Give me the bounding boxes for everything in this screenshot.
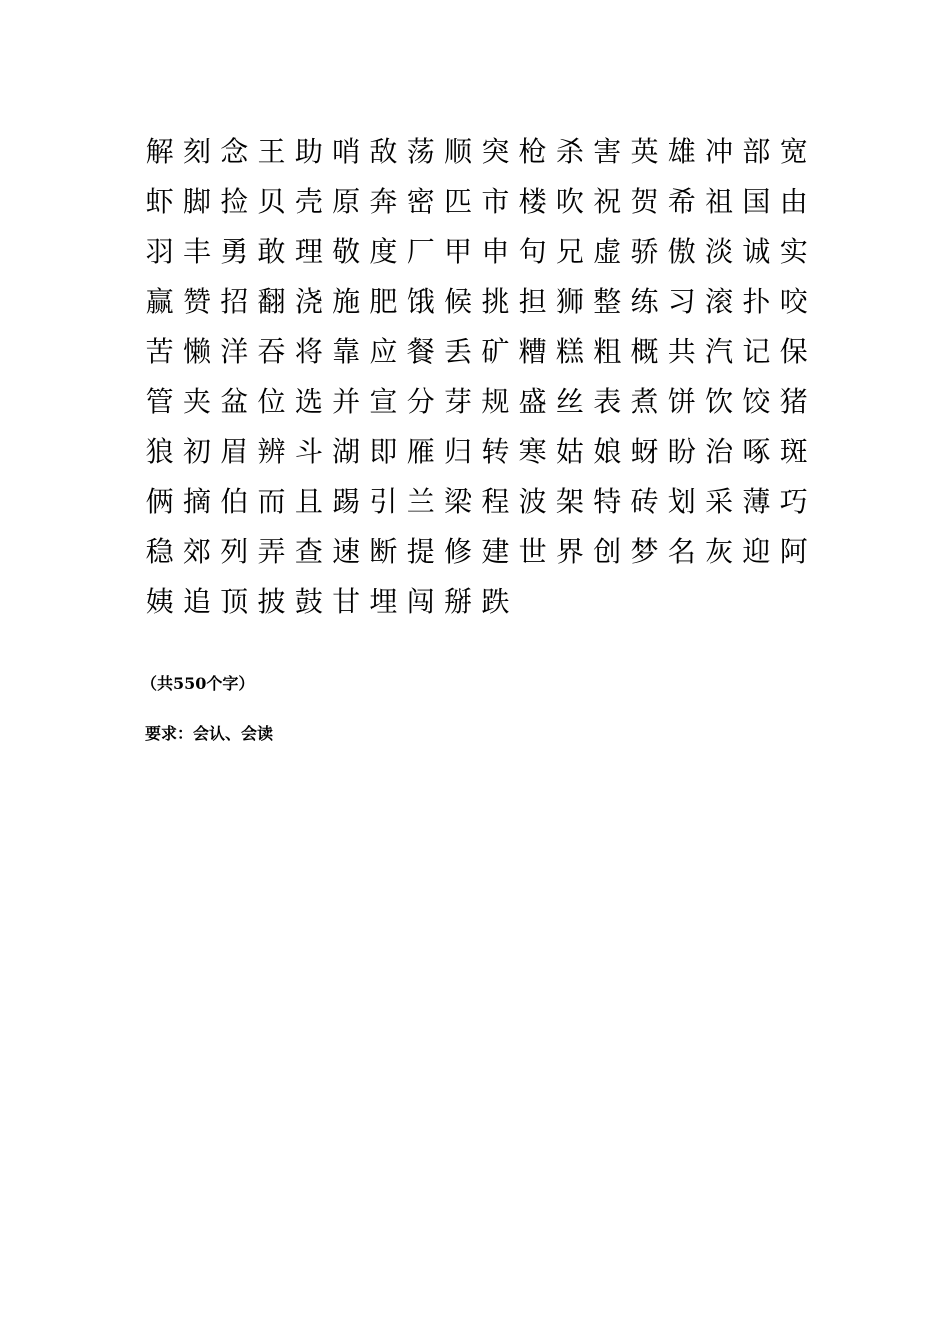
character-row	[141, 127, 821, 177]
character: 洋	[220, 335, 249, 368]
character: 祝	[593, 185, 622, 218]
character: 敌	[369, 135, 398, 168]
character: 分	[406, 385, 435, 418]
character: 句	[518, 235, 547, 268]
character-count-note: （共550个字）	[141, 674, 255, 693]
character: 糕	[555, 335, 584, 368]
character: 世	[518, 535, 547, 568]
character: 盼	[667, 435, 696, 468]
character: 甘	[332, 585, 361, 618]
character: 宽	[779, 135, 808, 168]
character: 选	[294, 385, 323, 418]
character: 候	[444, 285, 473, 318]
character: 哨	[332, 135, 361, 168]
character: 脚	[182, 185, 211, 218]
character: 糟	[518, 335, 547, 368]
character-row	[141, 477, 821, 527]
character: 饮	[705, 385, 734, 418]
character: 采	[705, 485, 734, 518]
character: 王	[257, 135, 286, 168]
character: 姨	[145, 585, 174, 618]
character: 盆	[220, 385, 249, 418]
character: 俩	[145, 485, 174, 518]
character: 摘	[182, 485, 211, 518]
character: 赢	[145, 285, 174, 318]
character: 靠	[332, 335, 361, 368]
character: 芽	[444, 385, 473, 418]
character: 夹	[182, 385, 211, 418]
character: 治	[705, 435, 734, 468]
character: 敢	[257, 235, 286, 268]
character-row	[141, 527, 821, 577]
character: 厂	[406, 235, 435, 268]
character: 披	[257, 585, 286, 618]
character: 狼	[145, 435, 174, 468]
character: 弄	[257, 535, 286, 568]
character: 贺	[630, 185, 659, 218]
character: 巧	[779, 485, 808, 518]
character: 创	[593, 535, 622, 568]
character: 湖	[332, 435, 361, 468]
character: 国	[742, 185, 771, 218]
character: 保	[779, 335, 808, 368]
character: 肥	[369, 285, 398, 318]
character: 名	[667, 535, 696, 568]
character: 丰	[182, 235, 211, 268]
character-row	[141, 227, 821, 277]
character: 闯	[406, 585, 435, 618]
character: 懒	[182, 335, 211, 368]
character: 习	[667, 285, 696, 318]
character: 埋	[369, 585, 398, 618]
character: 位	[257, 385, 286, 418]
character: 兄	[555, 235, 584, 268]
character: 勇	[220, 235, 249, 268]
character: 雄	[667, 135, 696, 168]
character: 希	[667, 185, 696, 218]
character: 念	[220, 135, 249, 168]
character: 祖	[705, 185, 734, 218]
character: 界	[555, 535, 584, 568]
character: 部	[742, 135, 771, 168]
character: 吞	[257, 335, 286, 368]
character-row	[141, 377, 821, 427]
character: 宣	[369, 385, 398, 418]
character: 娘	[593, 435, 622, 468]
character: 煮	[630, 385, 659, 418]
character: 骄	[630, 235, 659, 268]
character: 理	[294, 235, 323, 268]
character: 鼓	[294, 585, 323, 618]
character: 踢	[332, 485, 361, 518]
character: 丢	[444, 335, 473, 368]
character: 蚜	[630, 435, 659, 468]
character-row	[141, 427, 821, 477]
character: 概	[630, 335, 659, 368]
character: 即	[369, 435, 398, 468]
character: 掰	[444, 585, 473, 618]
character: 转	[481, 435, 510, 468]
character: 阿	[779, 535, 808, 568]
character: 砖	[630, 485, 659, 518]
character: 淡	[705, 235, 734, 268]
character: 饺	[742, 385, 771, 418]
character: 波	[518, 485, 547, 518]
character: 申	[481, 235, 510, 268]
character: 归	[444, 435, 473, 468]
character: 斗	[294, 435, 323, 468]
character: 助	[294, 135, 323, 168]
character: 共	[667, 335, 696, 368]
character: 记	[742, 335, 771, 368]
character: 冲	[705, 135, 734, 168]
character: 楼	[518, 185, 547, 218]
character: 跌	[481, 585, 510, 618]
character: 管	[145, 385, 174, 418]
character: 并	[332, 385, 361, 418]
character: 原	[332, 185, 361, 218]
character: 杀	[555, 135, 584, 168]
character: 由	[779, 185, 808, 218]
character: 薄	[742, 485, 771, 518]
character: 虚	[593, 235, 622, 268]
character: 应	[369, 335, 398, 368]
character: 密	[406, 185, 435, 218]
character: 程	[481, 485, 510, 518]
character: 餐	[406, 335, 435, 368]
character: 突	[481, 135, 510, 168]
character: 迎	[742, 535, 771, 568]
character: 整	[593, 285, 622, 318]
character: 狮	[555, 285, 584, 318]
character: 架	[555, 485, 584, 518]
character: 苦	[145, 335, 174, 368]
character: 虾	[145, 185, 174, 218]
character: 傲	[667, 235, 696, 268]
character: 眉	[220, 435, 249, 468]
character: 盛	[518, 385, 547, 418]
character: 粗	[593, 335, 622, 368]
character: 害	[593, 135, 622, 168]
character: 辨	[257, 435, 286, 468]
character: 表	[593, 385, 622, 418]
character: 担	[518, 285, 547, 318]
character: 浇	[294, 285, 323, 318]
character: 提	[406, 535, 435, 568]
character: 建	[481, 535, 510, 568]
character: 实	[779, 235, 808, 268]
character: 吹	[555, 185, 584, 218]
character: 练	[630, 285, 659, 318]
character: 灰	[705, 535, 734, 568]
character: 诚	[742, 235, 771, 268]
character-row	[141, 577, 821, 627]
character: 解	[145, 135, 174, 168]
character: 兰	[406, 485, 435, 518]
character-row	[141, 277, 821, 327]
character: 饼	[667, 385, 696, 418]
character: 寒	[518, 435, 547, 468]
character: 斑	[779, 435, 808, 468]
character: 敬	[332, 235, 361, 268]
character: 伯	[220, 485, 249, 518]
character-row	[141, 177, 821, 227]
character: 奔	[369, 185, 398, 218]
character: 市	[481, 185, 510, 218]
character: 稳	[145, 535, 174, 568]
requirement-text: 要求：会认、会读	[145, 724, 274, 743]
character: 雁	[406, 435, 435, 468]
character-row	[141, 327, 821, 377]
character: 丝	[555, 385, 584, 418]
character: 速	[332, 535, 361, 568]
character: 特	[593, 485, 622, 518]
character: 汽	[705, 335, 734, 368]
character: 初	[182, 435, 211, 468]
character: 断	[369, 535, 398, 568]
character: 翻	[257, 285, 286, 318]
character: 列	[220, 535, 249, 568]
character: 度	[369, 235, 398, 268]
character: 英	[630, 135, 659, 168]
character: 规	[481, 385, 510, 418]
character: 咬	[779, 285, 808, 318]
character: 贝	[257, 185, 286, 218]
character: 壳	[294, 185, 323, 218]
character: 追	[182, 585, 211, 618]
character: 刻	[182, 135, 211, 168]
character: 引	[369, 485, 398, 518]
character: 捡	[220, 185, 249, 218]
character: 施	[332, 285, 361, 318]
character: 而	[257, 485, 286, 518]
character: 划	[667, 485, 696, 518]
character: 且	[294, 485, 323, 518]
character: 顺	[444, 135, 473, 168]
character: 梦	[630, 535, 659, 568]
character: 郊	[182, 535, 211, 568]
character: 羽	[145, 235, 174, 268]
character: 匹	[444, 185, 473, 218]
character: 滚	[705, 285, 734, 318]
character-grid	[141, 127, 821, 627]
character: 将	[294, 335, 323, 368]
character: 荡	[406, 135, 435, 168]
character: 招	[220, 285, 249, 318]
character: 挑	[481, 285, 510, 318]
character: 猪	[779, 385, 808, 418]
character: 矿	[481, 335, 510, 368]
character: 扑	[742, 285, 771, 318]
character: 枪	[518, 135, 547, 168]
character: 梁	[444, 485, 473, 518]
character: 啄	[742, 435, 771, 468]
character: 饿	[406, 285, 435, 318]
character: 赞	[182, 285, 211, 318]
character: 修	[444, 535, 473, 568]
character: 查	[294, 535, 323, 568]
character: 顶	[220, 585, 249, 618]
character: 姑	[555, 435, 584, 468]
character: 甲	[444, 235, 473, 268]
